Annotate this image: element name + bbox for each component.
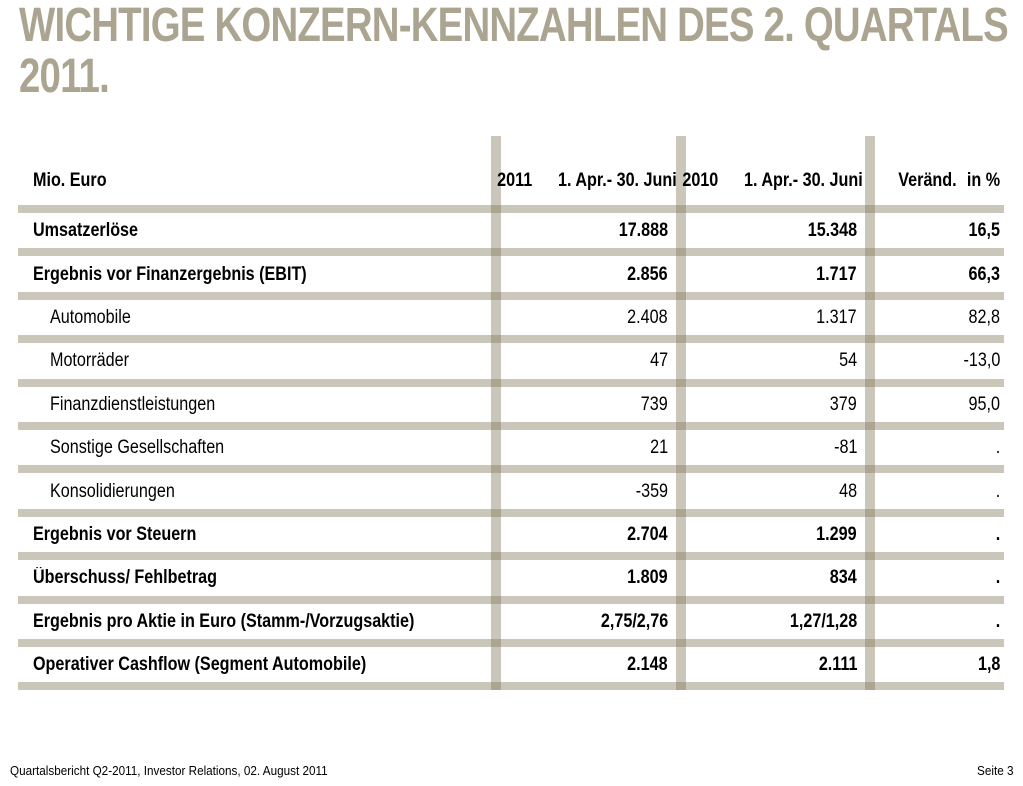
value-2011: 47 xyxy=(650,350,668,372)
row-label: Automobile xyxy=(50,306,131,328)
value-2010: -81 xyxy=(833,437,857,459)
col-header-2011-year: 2011 xyxy=(497,170,533,191)
col-header-change xyxy=(865,168,1004,193)
slide-footer xyxy=(10,763,1013,778)
col-header-change-line1: Veränd. xyxy=(898,170,957,191)
value-2011: 1.809 xyxy=(627,567,668,589)
value-2010: 1.317 xyxy=(816,306,857,328)
value-change: . xyxy=(995,610,1000,632)
value-2011: 17.888 xyxy=(618,220,668,242)
value-change: 1,8 xyxy=(977,654,1000,676)
col-header-2011 xyxy=(491,168,676,193)
value-change: . xyxy=(995,437,1000,459)
value-2011: 2.704 xyxy=(627,523,668,545)
col-header-2010 xyxy=(676,168,865,193)
column-divider-3 xyxy=(865,136,875,690)
table-row-automobile xyxy=(18,292,1004,335)
value-2010: 2.111 xyxy=(818,654,857,676)
unit-label: Mio. Euro xyxy=(33,170,107,191)
table-bottom-rule xyxy=(18,682,1004,690)
table-row-motorraeder xyxy=(18,335,1004,378)
table-row-sonstige-gesellschaften xyxy=(18,422,1004,465)
row-label: Sonstige Gesellschaften xyxy=(50,437,225,459)
table-row-konsolidierungen xyxy=(18,465,1004,508)
value-2010: 1.299 xyxy=(816,523,857,545)
row-label: Ergebnis pro Aktie in Euro (Stamm-/Vorzugsaktie) xyxy=(33,610,415,632)
col-header-2010-year: 2010 xyxy=(682,170,719,191)
kpi-table xyxy=(18,136,1004,690)
row-label: Finanzdienstleistungen xyxy=(50,393,216,415)
row-label: Ergebnis vor Finanzergebnis (EBIT) xyxy=(33,263,307,285)
value-2011: 2,75/2,76 xyxy=(600,610,668,632)
value-2010: 15.348 xyxy=(807,220,857,242)
value-change: 66,3 xyxy=(968,263,1000,285)
row-label: Konsolidierungen xyxy=(50,480,175,502)
table-row-ergebnis-pro-aktie xyxy=(18,596,1004,639)
value-2010: 1.717 xyxy=(816,263,857,285)
value-change: . xyxy=(995,523,1000,545)
table-row-ergebnis-vor-steuern xyxy=(18,509,1004,552)
footer-page-number: Seite 3 xyxy=(976,763,1013,778)
value-change: . xyxy=(995,567,1000,589)
value-2011: 2.856 xyxy=(627,263,668,285)
col-header-change-line2: in % xyxy=(966,170,1000,191)
col-header-2010-period: 1. Apr.- 30. Juni xyxy=(743,170,863,191)
row-label: Operativer Cashflow (Segment Automobile) xyxy=(33,654,367,676)
value-change: 95,0 xyxy=(968,393,1000,415)
value-change: -13,0 xyxy=(963,350,1000,372)
value-2011: -359 xyxy=(635,480,668,502)
column-divider-2 xyxy=(676,136,686,690)
footer-source-text: Quartalsbericht Q2-2011, Investor Relations, 02. August 2011 xyxy=(10,763,328,778)
value-2010: 48 xyxy=(839,480,857,502)
unit-label-cell xyxy=(18,168,491,193)
value-change: . xyxy=(995,480,1000,502)
table-row-operativer-cashflow xyxy=(18,639,1004,682)
value-2011: 21 xyxy=(650,437,668,459)
page-title xyxy=(19,0,1023,102)
value-2010: 54 xyxy=(839,350,857,372)
table-row-umsatzerloese xyxy=(18,205,1004,248)
value-2010: 834 xyxy=(830,567,857,589)
column-divider-1 xyxy=(491,136,501,690)
value-2010: 1,27/1,28 xyxy=(789,610,857,632)
col-header-2011-period: 1. Apr.- 30. Juni xyxy=(557,170,677,191)
page-title-line1: WICHTIGE KONZERN-KENNZAHLEN DES 2. QUARTALS xyxy=(19,0,1008,52)
row-label: Überschuss/ Fehlbetrag xyxy=(33,567,217,589)
value-change: 16,5 xyxy=(968,220,1000,242)
table-row-ebit xyxy=(18,248,1004,291)
table-row-finanzdienstleistungen xyxy=(18,379,1004,422)
value-2011: 2.148 xyxy=(627,654,668,676)
table-header xyxy=(18,136,1004,205)
value-2011: 739 xyxy=(641,393,668,415)
row-label: Motorräder xyxy=(50,350,129,372)
page-title-line2: 2011. xyxy=(19,50,109,103)
row-label: Ergebnis vor Steuern xyxy=(33,523,197,545)
table-row-ueberschuss-fehlbetrag xyxy=(18,552,1004,595)
row-label: Umsatzerlöse xyxy=(33,220,139,242)
value-change: 82,8 xyxy=(968,306,1000,328)
value-2011: 2.408 xyxy=(627,306,668,328)
value-2010: 379 xyxy=(830,393,857,415)
